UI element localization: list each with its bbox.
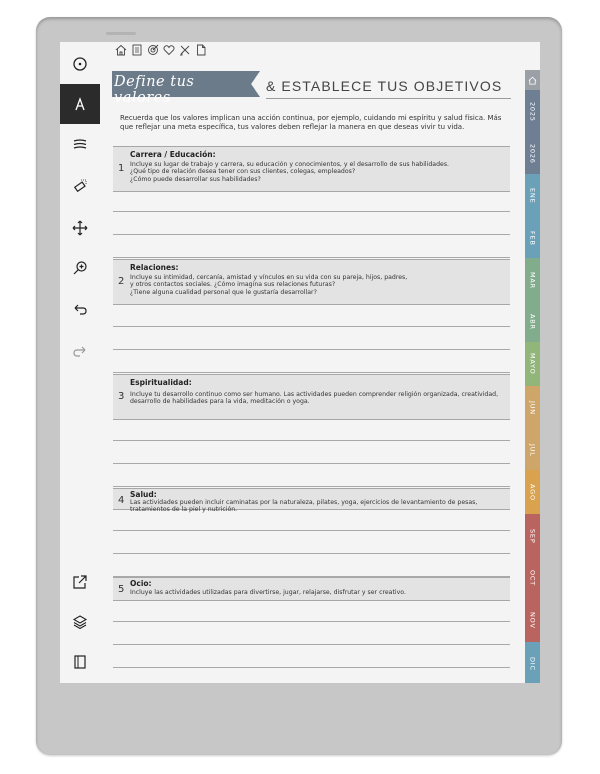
tab-feb[interactable] [525, 218, 540, 259]
section-number: 4 [118, 495, 125, 506]
tab-jun[interactable] [525, 386, 540, 431]
writing-line[interactable] [113, 463, 510, 464]
marker-tool-button[interactable] [60, 124, 100, 164]
tab-mayo[interactable] [525, 342, 540, 387]
section-relaciones [113, 259, 510, 305]
home-icon [528, 76, 537, 85]
section-description: Incluye su intimidad, cercanía, amistad y vínculos en su vida con su pareja, hijos, padres, y otros contactos sociales. ¿Cómo imagina sus relaciones futuras? ¿Tiene alguna cualidad personal que le gustaría desarrollar? [130, 274, 408, 296]
section-title: Espiritualidad: [130, 378, 192, 387]
page-overview-icon [72, 654, 88, 670]
writing-line[interactable] [113, 440, 510, 441]
section-title: Relaciones: [130, 263, 179, 272]
redo-button[interactable] [60, 332, 100, 372]
redo-icon [72, 344, 88, 360]
eraser-icon [72, 178, 88, 194]
menu-button[interactable] [60, 44, 100, 84]
target-icon[interactable] [147, 44, 159, 56]
tab-label: MAR [528, 271, 537, 289]
tab-label: 2026 [528, 144, 537, 164]
tab-label: MAYO [528, 353, 537, 375]
section-description: Incluye tu desarrollo continuo como ser humano. Las actividades pueden comprender religión organizada, creatividad, desarrollo de habilidades para la vida, meditación o yoga. [130, 391, 499, 406]
tab-label: JUL [528, 443, 537, 457]
section-title: Salud: [130, 490, 157, 499]
writing-line[interactable] [113, 257, 510, 258]
layers-icon [72, 614, 88, 630]
section-carrera [113, 146, 510, 192]
planner-page[interactable] [100, 42, 525, 683]
tab-label: FEB [528, 230, 537, 246]
section-title: Ocio: [130, 579, 152, 588]
section-ocio [113, 577, 510, 601]
pen-icon [72, 96, 88, 112]
section-number: 1 [118, 163, 125, 174]
tab-label: AGO [528, 483, 537, 501]
writing-line[interactable] [113, 644, 510, 645]
section-description: Incluye las actividades utilizadas para divertirse, jugar, relajarse, disfrutar y ser creativo. [130, 589, 406, 596]
notes-icon[interactable] [131, 44, 143, 56]
tab-label: ENE [528, 188, 537, 204]
tab-label: SEP [528, 528, 537, 544]
heart-icon[interactable] [163, 44, 175, 56]
tab-sep[interactable] [525, 514, 540, 559]
section-number: 2 [118, 276, 125, 287]
writing-line[interactable] [113, 211, 510, 212]
tab-label: JUN [528, 401, 537, 415]
page-icon[interactable] [195, 44, 207, 56]
tab-ene[interactable] [525, 174, 540, 219]
title-underline [266, 98, 511, 99]
top-nav-icons [115, 44, 207, 58]
writing-line[interactable] [113, 349, 510, 350]
circle-menu-icon [72, 56, 88, 72]
zoom-icon [72, 260, 88, 276]
tab-mar[interactable] [525, 258, 540, 303]
writing-line[interactable] [113, 667, 510, 668]
tool-sidebar [60, 42, 100, 683]
power-button[interactable] [106, 32, 136, 35]
section-title: Carrera / Educación: [130, 150, 216, 159]
tab-label: DIC [528, 657, 537, 671]
tab-label: ABR [528, 314, 537, 330]
writing-line[interactable] [113, 372, 510, 373]
tab-home[interactable] [525, 70, 540, 91]
share-icon [72, 574, 88, 590]
tab-abr[interactable] [525, 302, 540, 343]
pen-tool-button[interactable] [60, 84, 100, 124]
tab-jul[interactable] [525, 430, 540, 471]
tab-dic[interactable] [525, 642, 540, 683]
move-tool-button[interactable] [60, 208, 100, 248]
writing-line[interactable] [113, 234, 510, 235]
section-description: Incluye su lugar de trabajo y carrera, su educación y conocimientos, y el desarrollo de sus habilidades. ¿Qué tipo de relación desea tener con sus clientes, colegas, empleados? ¿Cómo puede desarrollar sus habilidades? [130, 161, 450, 183]
zoom-tool-button[interactable] [60, 248, 100, 288]
tab-nov[interactable] [525, 598, 540, 643]
intro-text: Recuerda que los valores implican una acción continua, por ejemplo, cuidando mi espíritu y salud física. Más que reflejar una meta específica, tus valores deben reflejar la manera en que deseas vivir tu vida. [120, 114, 502, 131]
tab-2026[interactable] [525, 134, 540, 175]
section-description: Las actividades pueden incluir caminatas por la naturaleza, pilates, yoga, ejercicios de levantamiento de pesas, tratamientos de la piel y nutrición. [130, 499, 478, 514]
tools-icon[interactable] [179, 44, 191, 56]
section-salud [113, 488, 510, 514]
tab-label: OCT [528, 569, 537, 587]
page-overview-button[interactable] [60, 642, 100, 682]
eraser-tool-button[interactable] [60, 166, 100, 206]
home-icon[interactable] [115, 44, 127, 56]
tab-oct[interactable] [525, 558, 540, 599]
tab-label: 2025 [528, 102, 537, 122]
month-tabs [525, 70, 540, 683]
section-number: 5 [118, 584, 125, 595]
writing-line[interactable] [113, 530, 510, 531]
writing-line[interactable] [113, 486, 510, 487]
page-title: & ESTABLECE TUS OBJETIVOS [266, 78, 503, 94]
marker-icon [72, 136, 88, 152]
layers-button[interactable] [60, 602, 100, 642]
banner-title: Define tus valores [114, 74, 195, 106]
writing-line[interactable] [113, 553, 510, 554]
tablet-screen [60, 42, 540, 683]
undo-button[interactable] [60, 290, 100, 330]
undo-icon [72, 302, 88, 318]
section-number: 3 [118, 391, 125, 402]
section-espiritualidad [113, 374, 510, 420]
tab-2025[interactable] [525, 90, 540, 135]
tab-ago[interactable] [525, 470, 540, 515]
move-icon [72, 220, 88, 236]
writing-line[interactable] [113, 326, 510, 327]
writing-line[interactable] [113, 621, 510, 622]
tab-label: NOV [528, 611, 537, 629]
share-button[interactable] [60, 562, 100, 602]
